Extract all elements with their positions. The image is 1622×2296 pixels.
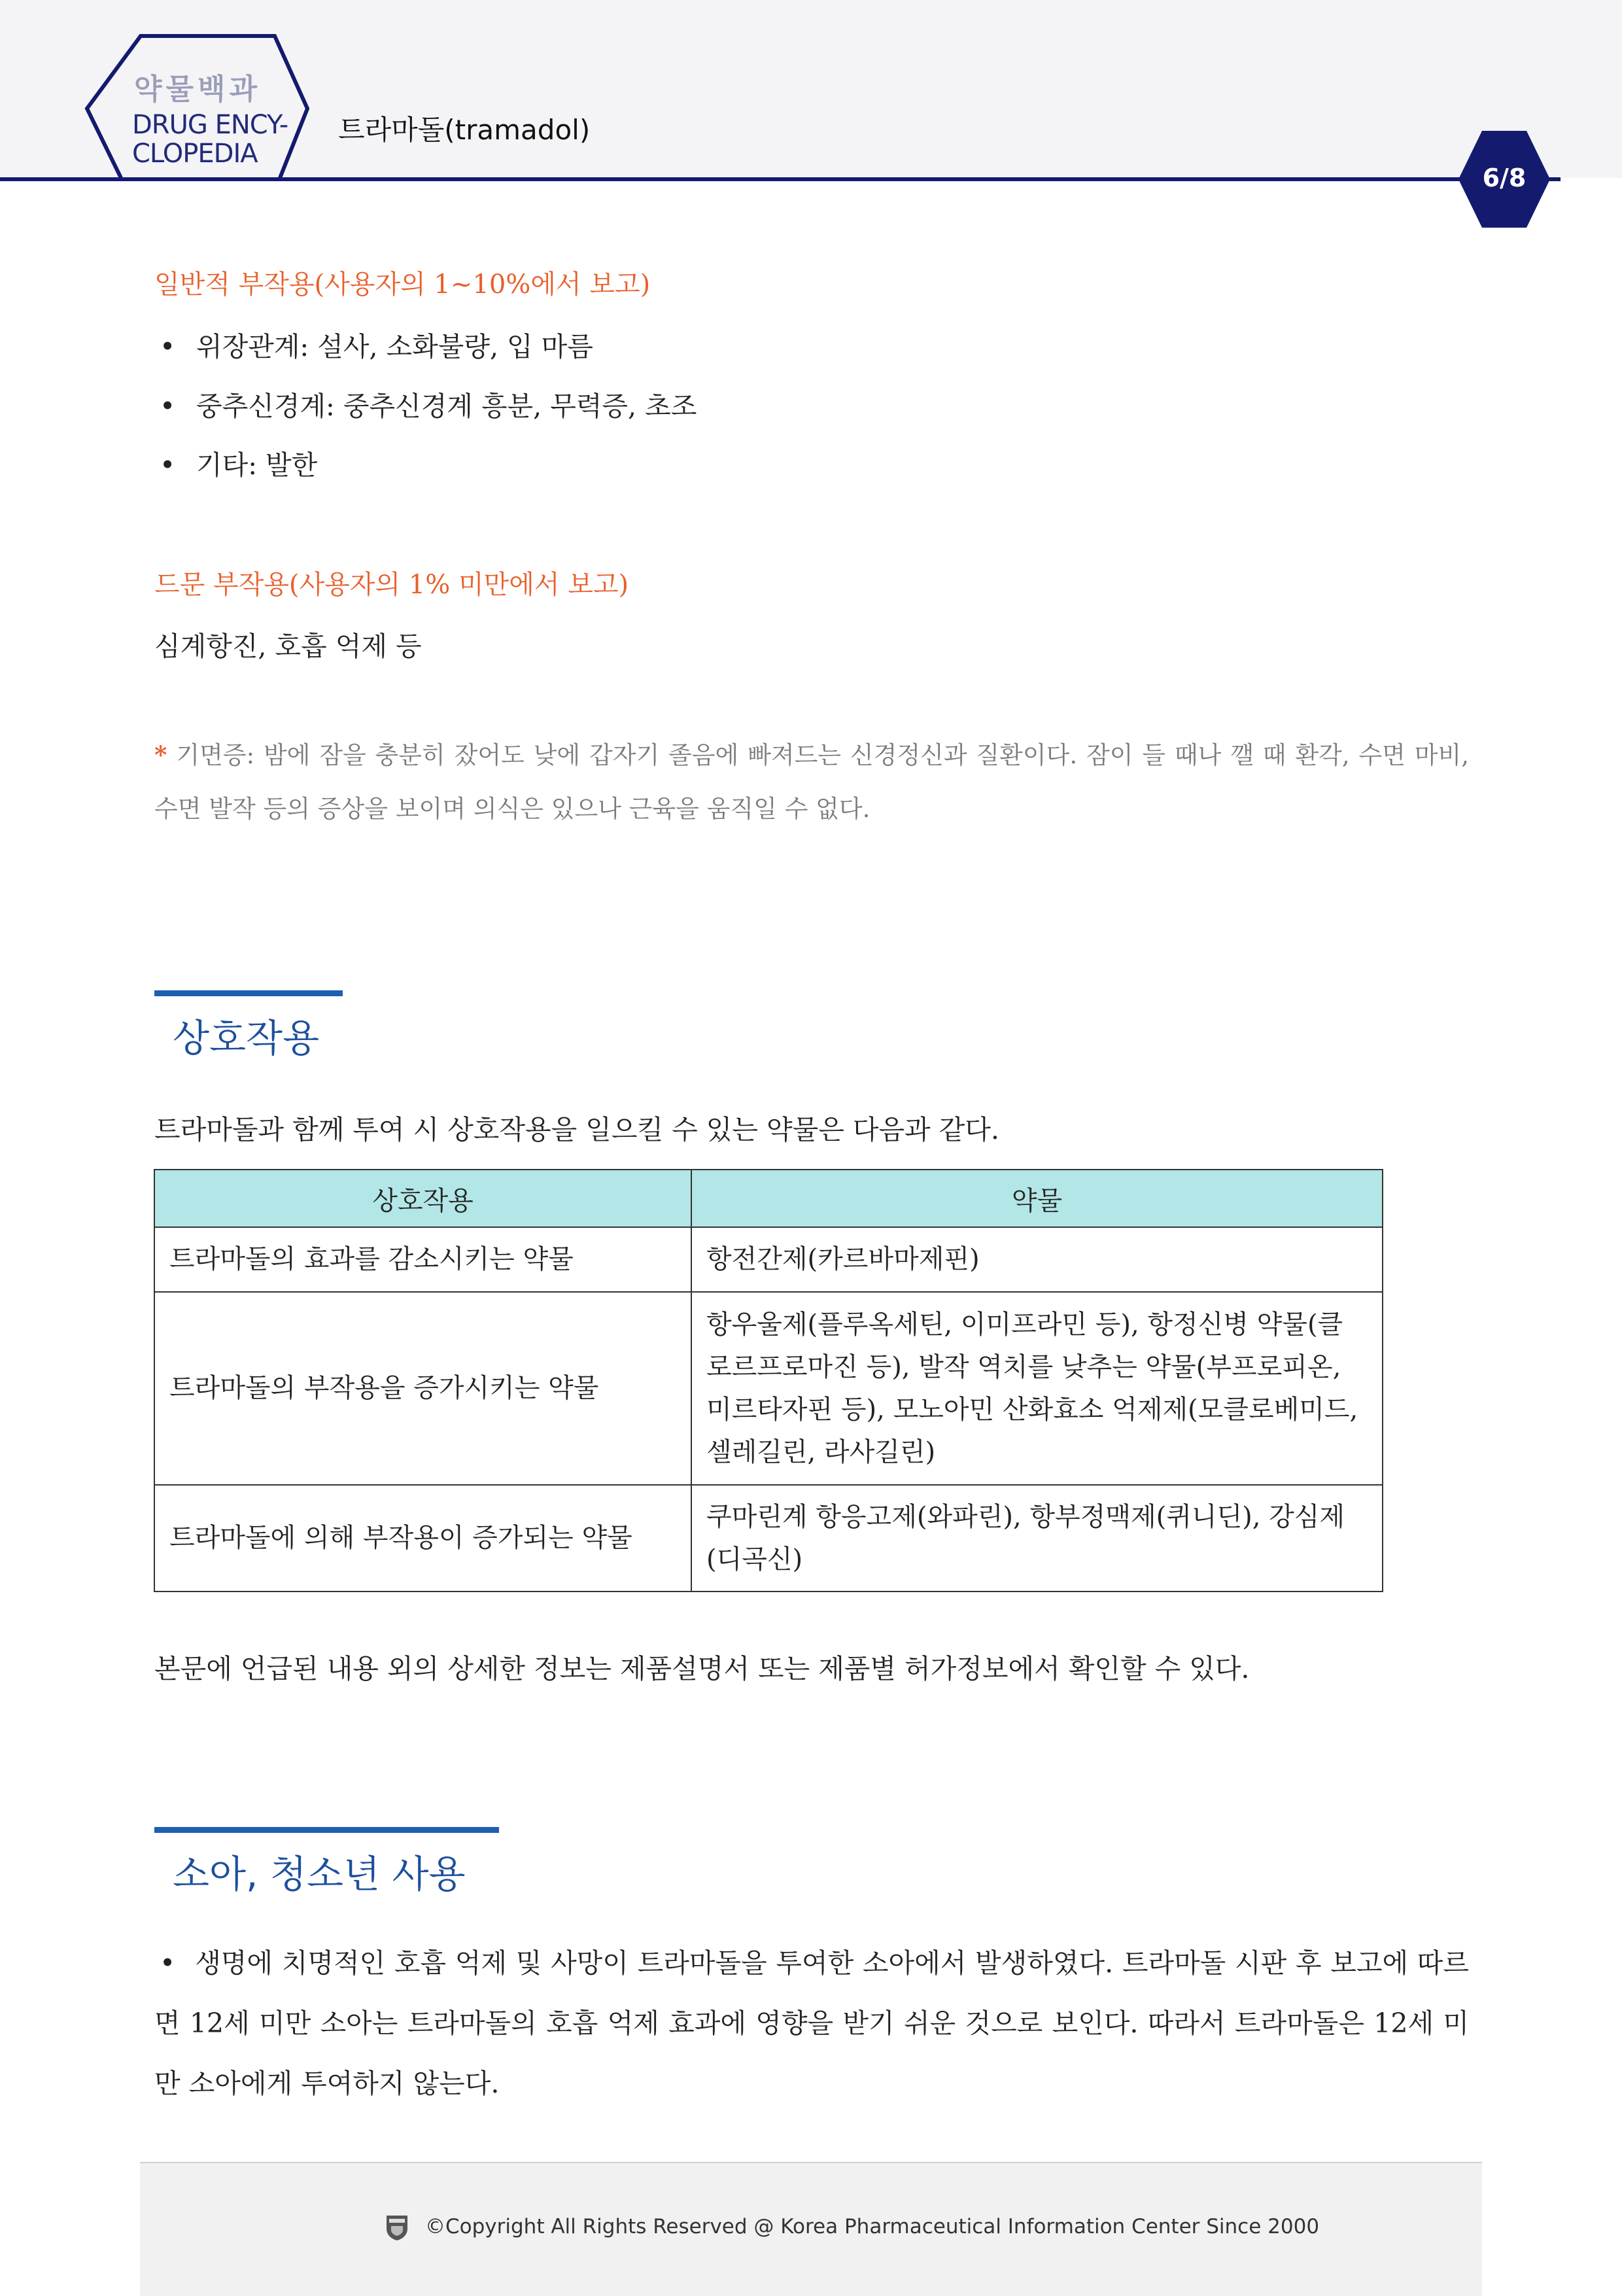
footer-copyright: ©Copyright All Rights Reserved @ Korea Pharmaceutical Information Center Since 2000 — [425, 2215, 1320, 2238]
table-row — [154, 1485, 1383, 1592]
table-header-row — [154, 1170, 1383, 1227]
section-bar-pediatric — [154, 1827, 499, 1833]
brand-korean: 약물백과 — [134, 73, 262, 106]
section-title-interactions: 상호작용 — [173, 1016, 320, 1060]
list-item: • 중추신경계: 중추신경계 흥분, 무력증, 초조 — [160, 391, 697, 422]
document-title: 트라마돌(tramadol) — [338, 114, 591, 146]
table-cell: 항전간제(카르바마제핀) — [691, 1227, 1383, 1292]
table-header-cell: 상호작용 — [154, 1170, 691, 1227]
table-cell: 트라마돌에 의해 부작용이 증가되는 약물 — [154, 1485, 691, 1592]
note-asterisk: * — [154, 740, 167, 769]
table-cell: 트라마돌의 효과를 감소시키는 약물 — [154, 1227, 691, 1292]
interactions-table — [154, 1169, 1383, 1592]
common-side-effects-heading: 일반적 부작용(사용자의 1~10%에서 보고) — [154, 270, 651, 300]
bullet: • — [160, 1947, 176, 1979]
interactions-intro: 트라마돌과 함께 투여 시 상호작용을 일으킬 수 있는 약물은 다음과 같다. — [154, 1114, 999, 1145]
brand-english-line2: CLOPEDIA — [132, 139, 258, 169]
pediatric-paragraph: • 생명에 치명적인 호흡 억제 및 사망이 트라마돌을 투여한 소아에서 발생하였다. 트라마돌 시판 후 보고에 따르면 12세 미만 소아는 트라마돌의 호흡 억제 효과에 영향을 받기 쉬운 것으로 보인다. 따라서 트라마돌은 12세 미만 소아에게 투여하지 않는다. — [154, 1947, 1469, 2099]
section-title-pediatric: 소아, 청소년 사용 — [173, 1852, 466, 1896]
page-number: 6/8 — [1482, 164, 1527, 192]
list-item: • 기타: 발한 — [160, 449, 318, 481]
table-cell: 트라마돌의 부작용을 증가시키는 약물 — [154, 1292, 691, 1485]
table-cell: 쿠마린계 항응고제(와파린), 항부정맥제(퀴니딘), 강심제(디곡신) — [691, 1485, 1383, 1592]
rare-side-effects-text: 심계항진, 호흡 억제 등 — [154, 631, 422, 662]
narcolepsy-note: * 기면증: 밤에 잠을 충분히 잤어도 낮에 갑자기 졸음에 빠져드는 신경정신과 질환이다. 잠이 들 때나 깰 때 환각, 수면 마비, 수면 발작 등의 증상을 보이며 의식은 있으나 근육을 움직일 수 없다. — [154, 740, 1469, 823]
list-item: • 위장관계: 설사, 소화불량, 입 마름 — [160, 331, 593, 362]
table-header-cell: 약물 — [691, 1170, 1383, 1227]
interactions-outro: 본문에 언급된 내용 외의 상세한 정보는 제품설명서 또는 제품별 허가정보에서 확인할 수 있다. — [154, 1653, 1250, 1684]
table-row — [154, 1227, 1383, 1292]
table-row — [154, 1292, 1383, 1485]
table-cell: 항우울제(플루옥세틴, 이미프라민 등), 항정신병 약물(클로르프로마진 등), 발작 역치를 낮추는 약물(부프로피온, 미르타자핀 등), 모노아민 산화효소 억제제(모클로베미드, 셀레길린, 라사길린) — [691, 1292, 1383, 1485]
brand-english-line1: DRUG ENCY- — [132, 110, 288, 140]
shield-logo-icon — [384, 2213, 410, 2242]
section-bar-interactions — [154, 990, 343, 996]
rare-side-effects-heading: 드문 부작용(사용자의 1% 미만에서 보고) — [154, 570, 629, 600]
